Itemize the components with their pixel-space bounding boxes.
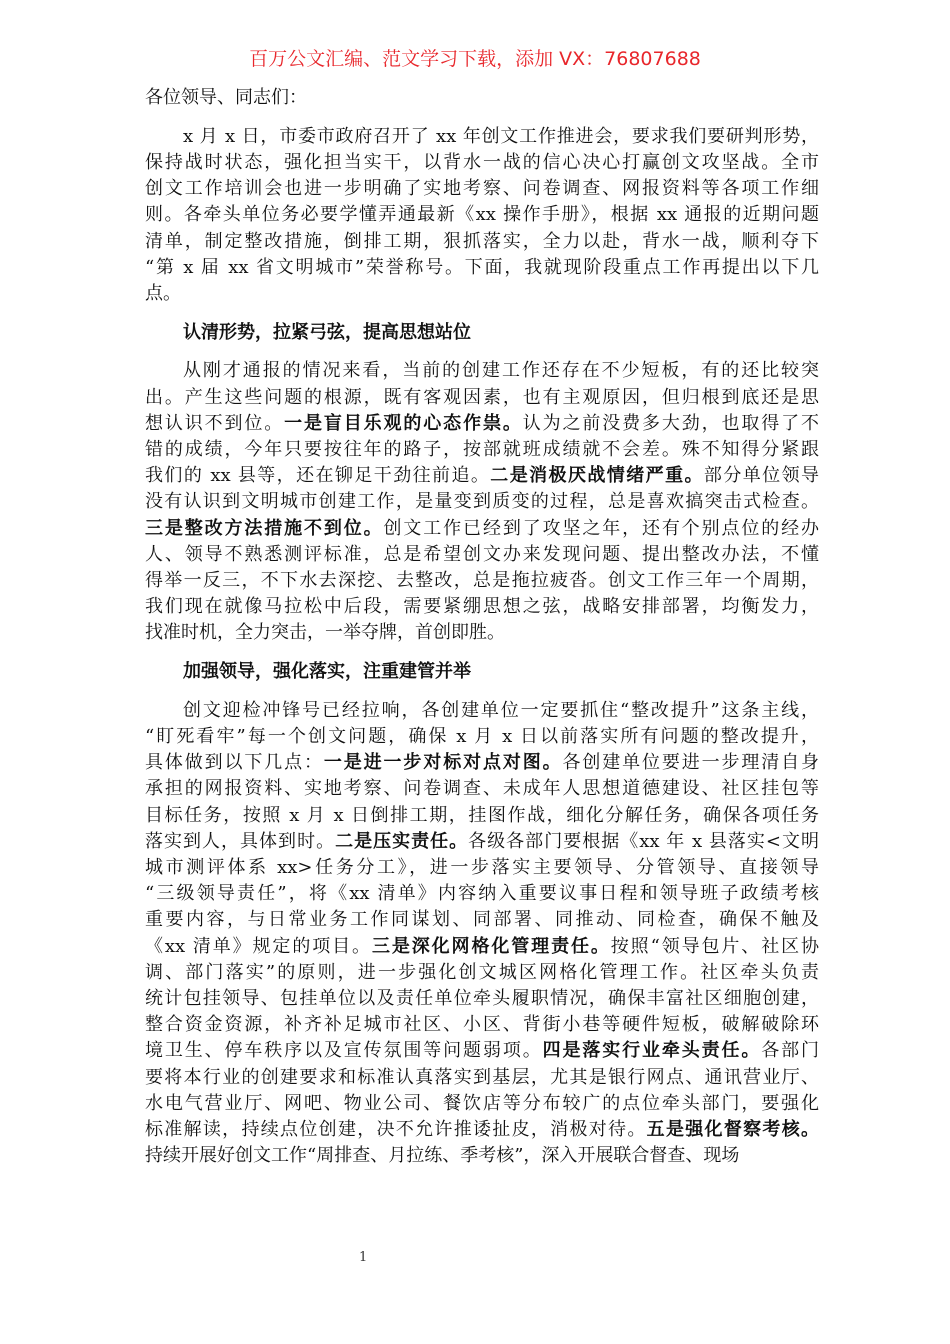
text-run: 目标任务，按照 x 月 x 日倒排工期，挂图作战，细化分解任务，确保各项任务	[145, 804, 819, 826]
paragraph	[145, 85, 819, 111]
text-line	[145, 594, 819, 620]
text-line	[145, 358, 819, 384]
text-line	[145, 385, 819, 411]
bold-text-run: 二是消极厌战情绪严重。	[490, 465, 704, 487]
text-run: 调、部门落实”的原则，进一步强化创文城区网格化管理工作。社区牵头负责	[145, 961, 819, 983]
text-line	[145, 124, 819, 150]
text-run: 我们的 xx 县等，还在铆足干劲往前追。	[145, 465, 491, 487]
text-run: “第 x 届 xx 省文明城市”荣誉称号。下面，我就现阶段重点工作再提出以下几	[145, 256, 819, 278]
text-line	[145, 568, 819, 594]
text-line	[145, 881, 819, 907]
text-run: 城市测评体系 xx>任务分工》，进一步落实主要领导、分管领导、直接领导	[145, 857, 819, 879]
text-line	[145, 1117, 819, 1143]
text-run: 承担的网报资料、实地考察、问卷调查、未成年人思想道德建设、社区挂包等	[145, 778, 819, 800]
text-run: 统计包挂领导、包挂单位以及责任单位牵头履职情况，确保丰富社区细胞创建，	[145, 987, 819, 1009]
bold-text-run: 三是深化网格化管理责任。	[371, 935, 611, 957]
text-line	[145, 986, 819, 1012]
text-line	[145, 542, 819, 568]
text-run: 境卫生、停车秩序以及宣传氛围等问题弱项。	[145, 1040, 543, 1062]
text-run: 点。	[145, 282, 181, 304]
text-run: 想认识不到位。	[145, 412, 285, 434]
text-run: 具体做到以下几点：	[145, 752, 324, 774]
text-run: 水电气营业厅、网吧、物业公司、餐饮店等分布较广的点位牵头部门，要强化	[145, 1092, 819, 1114]
text-line	[145, 411, 819, 437]
paragraph	[145, 698, 819, 1169]
text-line	[145, 150, 819, 176]
text-line	[145, 776, 819, 802]
text-run: 整合资金资源，补齐补足城市社区、小区、背街小巷等硬件短板，破解破除环	[145, 1014, 819, 1036]
document-body	[145, 85, 819, 1169]
text-run: 人、领导不熟悉测评标准，总是希望创文办来发现问题、提出整改办法，不懂	[145, 543, 819, 565]
text-run: 标准解读，持续点位创建，决不允许推诿扯皮，消极对待。	[145, 1118, 647, 1140]
section-heading	[145, 320, 819, 346]
text-run: 创文工作已经到了攻坚之年，还有个别点位的经办	[383, 517, 819, 539]
text-line	[145, 750, 819, 776]
text-run: 创文迎检冲锋号已经拉响，各创建单位一定要抓住“整改提升”这条主线，	[183, 699, 819, 721]
text-line	[145, 202, 819, 228]
text-run: “三级领导责任”，将《xx 清单》内容纳入重要议事日程和领导班子政绩考核	[145, 883, 819, 905]
text-line	[145, 1091, 819, 1117]
text-run: 保持战时状态，强化担当实干，以背水一战的信心决心打赢创文攻坚战。全市	[145, 151, 819, 173]
text-line	[145, 659, 819, 685]
section-heading	[145, 659, 819, 685]
text-line	[145, 489, 819, 515]
text-line	[145, 320, 819, 346]
text-line	[145, 176, 819, 202]
text-run: 各位领导、同志们：	[145, 87, 307, 108]
text-run: 则。各牵头单位务必要学懂弄通最新《xx 操作手册》，根据 xx 通报的近期问题	[145, 204, 819, 226]
text-run: 创文工作培训会也进一步明确了实地考察、问卷调查、网报资料等各项工作细	[145, 178, 819, 200]
text-run: 没有认识到文明城市创建工作，是量变到质变的过程，总是喜欢搞突击式检查。	[145, 491, 819, 513]
text-run: 要将本行业的创建要求和标准认真落实到基层，尤其是银行网点、通讯营业厅、	[145, 1066, 819, 1088]
paragraph	[145, 124, 819, 307]
text-run: 加强领导，强化落实，注重建管并举	[183, 661, 471, 683]
text-line	[145, 698, 819, 724]
text-line	[145, 960, 819, 986]
text-run: 重要内容，与日常业务工作同谋划、同部署、同推动、同检查，确保不触及	[145, 909, 819, 931]
text-line	[145, 724, 819, 750]
text-run: 清单，制定整改措施，倒排工期，狠抓落实，全力以赴，背水一战，顺利夺下	[145, 230, 819, 252]
text-run: 认清形势，拉紧弓弦，提高思想站位	[183, 321, 471, 343]
text-run: 认为之前没费多大劲，也取得了不	[522, 412, 820, 434]
text-line	[145, 855, 819, 881]
bold-text-run: 三是整改方法措施不到位。	[145, 517, 384, 539]
text-line	[145, 803, 819, 829]
text-run: 从刚才通报的情况来看，当前的创建工作还存在不少短板，有的还比较突	[183, 360, 819, 382]
text-line	[145, 437, 819, 463]
text-run: x 月 x 日，市委市政府召开了 xx 年创文工作推进会，要求我们要研判形势，	[183, 125, 819, 147]
text-line	[145, 620, 819, 646]
paragraph	[145, 358, 819, 646]
bold-text-run: 一是进一步对标对点对图。	[323, 752, 563, 774]
text-line	[145, 1065, 819, 1091]
text-line	[145, 934, 819, 960]
text-run: 落实到人，具体到时。	[145, 830, 336, 852]
text-line	[145, 281, 819, 307]
text-run: 得举一反三，不下水去深挖、去整改，总是拖拉疲沓。创文工作三年一个周期，	[145, 569, 819, 591]
text-line	[145, 1143, 819, 1169]
text-line	[145, 85, 819, 111]
text-line	[145, 463, 819, 489]
page-number: 1	[359, 1250, 368, 1265]
text-run: 持续开展好创文工作“周排查、月拉练、季考核”，深入开展联合督查、现场	[145, 1145, 740, 1167]
bold-text-run: 四是落实行业牵头责任。	[542, 1040, 762, 1062]
text-line	[145, 229, 819, 255]
text-line	[145, 829, 819, 855]
bold-text-run: 五是强化督察考核。	[646, 1118, 820, 1140]
text-line	[145, 907, 819, 933]
text-run: 各部门	[761, 1040, 820, 1062]
text-run: 各级各部门要根据《xx 年 x 县落实<文明	[468, 830, 820, 852]
text-line	[145, 1012, 819, 1038]
text-run: 我们现在就像马拉松中后段，需要紧绷思想之弦，战略安排部署，均衡发力，	[145, 596, 819, 618]
text-run: 部分单位领导	[703, 465, 820, 487]
text-run: 按照“领导包片、社区协	[610, 935, 820, 957]
watermark-banner: 百万公文汇编、范文学习下载，添加 VX：76807688	[249, 48, 701, 70]
bold-text-run: 一是盲目乐观的心态作祟。	[284, 412, 523, 434]
text-run: 各创建单位要进一步理清自身	[562, 752, 820, 774]
text-line	[145, 516, 819, 542]
text-run: “盯死看牢”每一个创文问题，确保 x 月 x 日以前落实所有问题的整改提升，	[145, 726, 819, 748]
bold-text-run: 二是压实责任。	[335, 830, 469, 852]
text-run: 出。产生这些问题的根源，既有客观因素，也有主观原因，但归根到底还是思	[145, 386, 819, 408]
text-run: 找准时机，全力突击，一举夺牌，首创即胜。	[145, 622, 505, 644]
text-run: 《xx 清单》规定的项目。	[145, 935, 372, 957]
text-line	[145, 255, 819, 281]
text-line	[145, 1038, 819, 1064]
text-run: 错的成绩，今年只要按往年的路子，按部就班成绩就不会差。殊不知得分紧跟	[145, 439, 819, 461]
